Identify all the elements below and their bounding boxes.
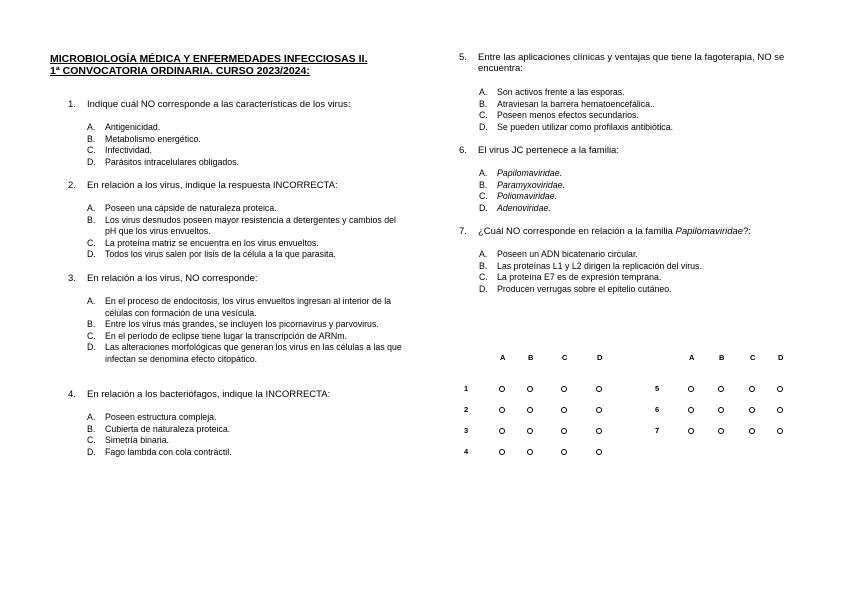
question-number: 1. [68,99,76,110]
question-number: 7. [459,226,467,237]
option-b[interactable]: B. Paramyxoviridae. [479,179,565,190]
answer-bubble-1-d[interactable] [596,386,602,392]
answer-bubble-6-d[interactable] [777,407,783,413]
option-b[interactable]: B. Cubierta de naturaleza proteica. [87,423,231,434]
grid-row-number: 4 [464,447,469,456]
option-b[interactable]: B. Entre los virus más grandes, se incluyen los picornavirus y parvovirus. [87,319,379,330]
answer-bubble-5-a[interactable] [688,386,694,392]
option-a[interactable]: A. Poseen una cápside de naturaleza proteica. [87,203,277,213]
grid-row-number: 2 [464,405,469,414]
grid-column-header-c: C [750,353,756,362]
grid-row-number: 5 [655,384,660,393]
answer-bubble-6-c[interactable] [749,407,755,413]
answer-bubble-7-a[interactable] [688,428,694,434]
question-number: 3. [68,273,76,284]
title-line-2: 1ª CONVOCATORIA ORDINARIA. CURSO 2023/2024: [50,65,310,77]
grid-column-header-b: B [528,353,534,362]
grid-column-header-a: A [689,353,695,362]
option-d[interactable]: D. Adenoviridae. [479,202,551,213]
grid-row-number: 6 [655,405,660,414]
option-d[interactable]: D. Fago lambda con cola contráctil. [87,446,232,457]
answer-bubble-4-a[interactable] [499,449,505,455]
option-c[interactable]: C. La proteína E7 es de expresión temprana. [479,272,662,283]
answer-bubble-5-b[interactable] [718,386,724,392]
question-number: 2. [68,180,76,191]
answer-bubble-4-c[interactable] [561,449,567,455]
answer-bubble-5-d[interactable] [777,386,783,392]
option-d[interactable]: D. Las alteraciones morfológicas que generan los virus en las células a las que infectan se denomina efecto citopático. [87,342,402,364]
option-c[interactable]: C. La proteína matriz se encuentra en los virus envueltos. [87,237,319,248]
answer-bubble-7-c[interactable] [749,428,755,434]
option-d[interactable]: D. Todos los virus salen por lisis de la célula a la que parasita. [87,249,336,260]
grid-row-number: 7 [655,426,660,435]
question-number: 6. [459,145,467,156]
option-b[interactable]: B. Las proteínas L1 y L2 dirigen la replicación del virus. [479,260,702,271]
option-b[interactable]: B. Atraviesan la barrera hematoencefálica.. [479,98,655,109]
option-a[interactable]: A. Antigenicidad. [87,122,161,132]
question-number: 5. [459,52,467,63]
option-a[interactable]: A. Son activos frente a las esporas. [479,87,625,97]
grid-column-header-d: D [778,353,784,362]
answer-bubble-1-b[interactable] [527,386,533,392]
answer-bubble-2-a[interactable] [499,407,505,413]
question-text: En relación a los virus, indique la respuesta INCORRECTA: [87,180,338,191]
grid-row-number: 3 [464,426,469,435]
answer-bubble-5-c[interactable] [749,386,755,392]
option-c[interactable]: C. Simetría binaria. [87,435,170,446]
option-b[interactable]: B. Los virus desnudos poseen mayor resistencia a detergentes y cambios del pH que los virus envueltos. [87,214,396,237]
answer-bubble-2-b[interactable] [527,407,533,413]
option-d[interactable]: D. Parásitos intracelulares obligados. [87,156,239,167]
question-text: ¿Cuál NO corresponde en relación a la familia Papilomaviridae?: [478,226,752,237]
answer-bubble-2-d[interactable] [596,407,602,413]
question-text: Indique cuál NO corresponde a las características de los virus: [87,99,351,110]
question-number: 4. [68,389,76,400]
answer-bubble-4-b[interactable] [527,449,533,455]
option-d[interactable]: D. Producen verrugas sobre el epitelio cutáneo. [479,283,672,294]
grid-column-header-b: B [719,353,725,362]
option-c[interactable]: C. Poliomaviridae. [479,191,558,202]
answer-bubble-4-d[interactable] [596,449,602,455]
answer-bubble-6-a[interactable] [688,407,694,413]
grid-column-header-a: A [500,353,506,362]
answer-bubble-3-b[interactable] [527,428,533,434]
question-text: El virus JC pertenece a la familia: [478,145,619,156]
answer-bubble-3-c[interactable] [561,428,567,434]
question-text: En relación a los bacteriófagos, indique la INCORRECTA: [87,389,331,400]
option-a[interactable]: A. Poseen estructura compleja. [87,412,217,422]
answer-bubble-3-d[interactable] [596,428,602,434]
title-line-1: MICROBIOLOGÍA MÉDICA Y ENFERMEDADES INFECCIOSAS II. [50,53,368,65]
option-a[interactable]: A. En el proceso de endocitosis, los virus envueltos ingresan al interior de la células con formación de una vesícula. [87,296,392,318]
option-c[interactable]: C. Poseen menos efectos secundarios. [479,110,639,121]
option-c[interactable]: C. En el período de eclipse tiene lugar la transcripción de ARNm. [87,330,348,341]
answer-bubble-7-b[interactable] [718,428,724,434]
grid-row-number: 1 [464,384,469,393]
answer-bubble-6-b[interactable] [718,407,724,413]
option-c[interactable]: C. Infectividad. [87,145,152,156]
answer-bubble-1-a[interactable] [499,386,505,392]
answer-bubble-7-d[interactable] [777,428,783,434]
answer-bubble-1-c[interactable] [561,386,567,392]
option-b[interactable]: B. Metabolismo energético. [87,133,201,144]
grid-column-header-d: D [597,353,603,362]
option-a[interactable]: A. Papilomaviridae. [479,168,563,178]
answer-bubble-2-c[interactable] [561,407,567,413]
option-d[interactable]: D. Se pueden utilizar como profilaxis antibiótica. [479,121,674,132]
grid-column-header-c: C [562,353,568,362]
answer-bubble-3-a[interactable] [499,428,505,434]
question-text: En relación a los virus, NO corresponde: [87,273,258,284]
question-text: Entre las aplicaciones clínicas y ventajas que tiene la fagoterapia, NO se encuentra: [478,52,785,74]
option-a[interactable]: A. Poseen un ADN bicatenario circular. [479,249,638,259]
